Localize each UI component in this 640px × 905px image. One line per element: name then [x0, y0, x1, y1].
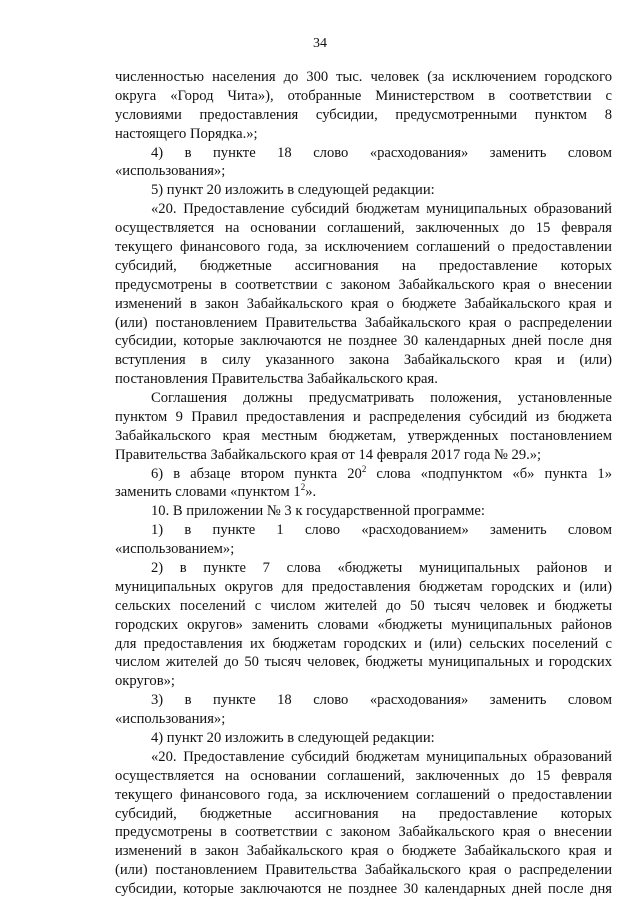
text-line: текущего финансового года, за исключением соглашений о предоставлении: [115, 786, 612, 803]
text-line: 5) пункт 20 изложить в следующей редакции:: [151, 182, 435, 199]
text-line: пунктом 9 Правил предоставления и распределения субсидий из бюджета: [115, 408, 612, 425]
text-line: Забайкальского края местным бюджетам, утвержденных постановлением: [115, 427, 612, 444]
text-line: 4) пункт 20 изложить в следующей редакции:: [151, 729, 435, 746]
text-line: субсидии, которые заключаются не позднее 30 календарных дней после дня: [115, 333, 612, 350]
text-line: настоящего Порядка.»;: [115, 125, 258, 142]
text-line: сельских поселений с числом жителей до 50 тысяч человек и бюджеты: [115, 597, 612, 614]
text-line: вступления в силу указанного закона Забайкальского края и (или): [115, 352, 612, 369]
text-line: осуществляется на основании соглашений, заключенных до 15 февраля: [115, 220, 612, 237]
text-line: субсидий, бюджетные ассигнования на предоставление которых: [115, 257, 612, 274]
text-line: предусмотрены в соответствии с законом Забайкальского края о внесении: [115, 276, 612, 293]
text-line: постановления Правительства Забайкальского края.: [115, 371, 438, 388]
text-line: изменений в закон Забайкальского края о бюджете Забайкальского края и: [115, 843, 612, 860]
text-line: «20. Предоставление субсидий бюджетам муниципальных образований: [151, 201, 612, 218]
text-line: численностью населения до 300 тыс. человек (за исключением городского: [115, 69, 612, 85]
text-line: условиями предоставления субсидии, предусмотренными пунктом 8: [115, 106, 612, 123]
text-line: 2) в пункте 7 слова «бюджеты муниципальных районов и: [151, 560, 612, 576]
text-line: осуществляется на основании соглашений, заключенных до 15 февраля: [115, 767, 612, 784]
text-line: 1) в пункте 1 слово «расходованием» заменить словом: [151, 522, 612, 539]
text-line: для предоставления их бюджетам городских и (или) сельских поселений с: [115, 635, 612, 652]
text-line: Правительства Забайкальского края от 14 февраля 2017 года № 29.»;: [115, 446, 542, 463]
page-number: 34: [313, 36, 327, 51]
text-line: Соглашения должны предусматривать положения, установленные: [151, 390, 612, 406]
text-line: предусмотрены в соответствии с законом Забайкальского края о внесении: [115, 824, 612, 841]
text-line: субсидии, которые заключаются не позднее 30 календарных дней после дня: [115, 881, 612, 897]
text-line: (или) постановлением Правительства Забайкальского края о распределении: [115, 314, 612, 331]
text-line: «использования»;: [115, 711, 226, 727]
text-line: (или) постановлением Правительства Забайкальского края о распределении: [115, 862, 612, 879]
text-line: текущего финансового года, за исключением соглашений о предоставлении: [115, 239, 612, 255]
text-line: заменить словами «пунктом $1^2$».: [115, 482, 317, 501]
text-line: округов»;: [115, 673, 175, 690]
text-line: числом жителей до 50 тысяч человек, бюджеты муниципальных и городских: [115, 654, 612, 671]
text-line: 10. В приложении № 3 к государственной программе:: [151, 503, 485, 520]
text-line: 6) в абзаце втором пункта $20^2$ слова «подпунктом «б» пункта 1»: [151, 463, 612, 482]
text-line: «использованием»;: [115, 541, 235, 558]
text-line: 4) в пункте 18 слово «расходования» заменить словом: [151, 144, 612, 161]
text-line: изменений в закон Забайкальского края о бюджете Забайкальского края и: [115, 295, 612, 312]
text-line: округа «Город Чита»), отобранные Министерством в соответствии с: [115, 87, 612, 104]
text-line: 3) в пункте 18 слово «расходования» заменить словом: [151, 692, 612, 709]
text-line: «использования»;: [115, 163, 226, 180]
text-line: «20. Предоставление субсидий бюджетам муниципальных образований: [151, 748, 612, 765]
text-line: субсидий, бюджетные ассигнования на предоставление которых: [115, 805, 612, 822]
text-line: городских округов» заменить словами «бюджеты муниципальных районов: [115, 616, 612, 633]
text-line: муниципальных округов для предоставления бюджетам городских и (или): [115, 578, 612, 595]
